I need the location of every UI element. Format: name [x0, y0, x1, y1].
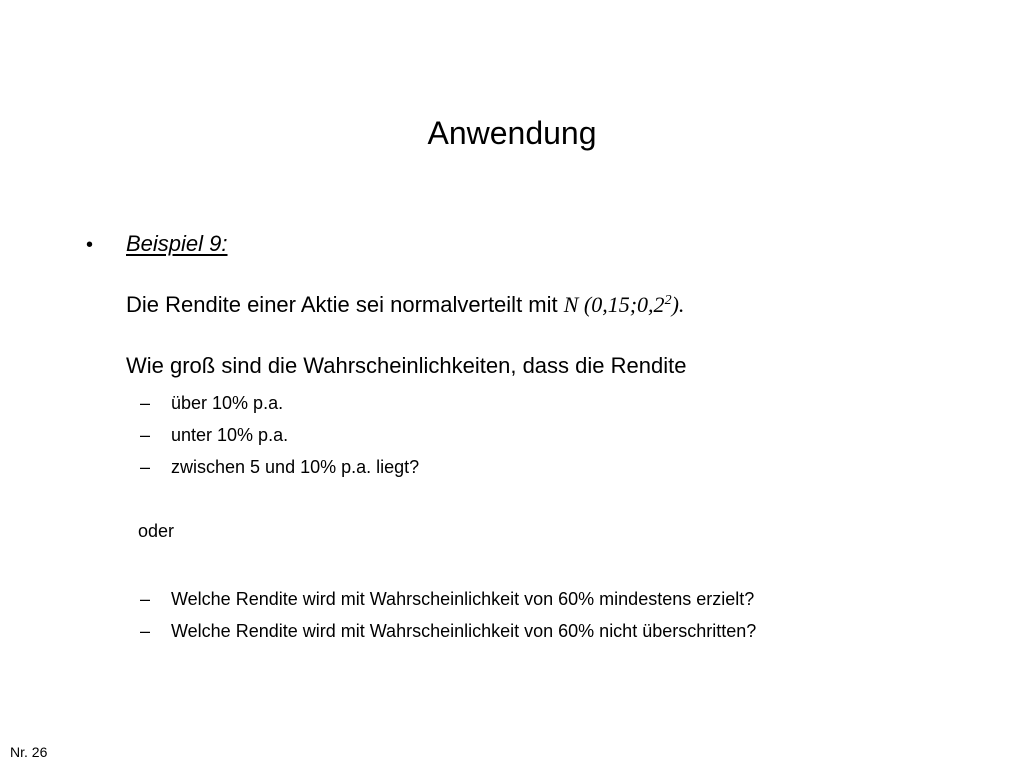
- list-item-text: zwischen 5 und 10% p.a. liegt?: [171, 457, 420, 477]
- slide-number: Nr. 26: [10, 744, 48, 760]
- list-item-text: unter 10% p.a.: [171, 425, 289, 445]
- connector-text: oder: [138, 521, 175, 541]
- dash-marker: –: [140, 393, 151, 413]
- question-statement: Wie groß sind die Wahrscheinlichkeiten, dass die Rendite: [126, 353, 687, 378]
- probability-question-list: [140, 387, 419, 483]
- list-item: [140, 451, 419, 483]
- list-item: [140, 615, 756, 647]
- dash-marker: –: [140, 621, 151, 641]
- dash-marker: –: [140, 589, 151, 609]
- normal-distribution-formula: [564, 292, 685, 317]
- list-item-text: Welche Rendite wird mit Wahrscheinlichkeit von 60% nicht überschritten?: [171, 621, 757, 641]
- formula-main: N (0,15;0,2: [563, 292, 665, 317]
- distribution-statement: [126, 290, 684, 320]
- dash-marker: –: [140, 457, 151, 477]
- slide-title: Anwendung: [427, 115, 597, 151]
- distribution-statement-text: Die Rendite einer Aktie sei normalverteilt mit: [126, 292, 564, 317]
- list-item-text: Welche Rendite wird mit Wahrscheinlichkeit von 60% mindestens erzielt?: [171, 589, 755, 609]
- bullet-marker: •: [86, 234, 94, 256]
- list-item: [140, 387, 419, 419]
- list-item: [140, 419, 419, 451]
- dash-marker: –: [140, 425, 151, 445]
- list-item: [140, 583, 756, 615]
- list-item-text: über 10% p.a.: [171, 393, 284, 413]
- example-heading: Beispiel 9:: [126, 231, 228, 256]
- formula-exponent: 2: [664, 293, 672, 308]
- quantile-question-list: [140, 583, 756, 647]
- formula-end: ).: [671, 292, 685, 317]
